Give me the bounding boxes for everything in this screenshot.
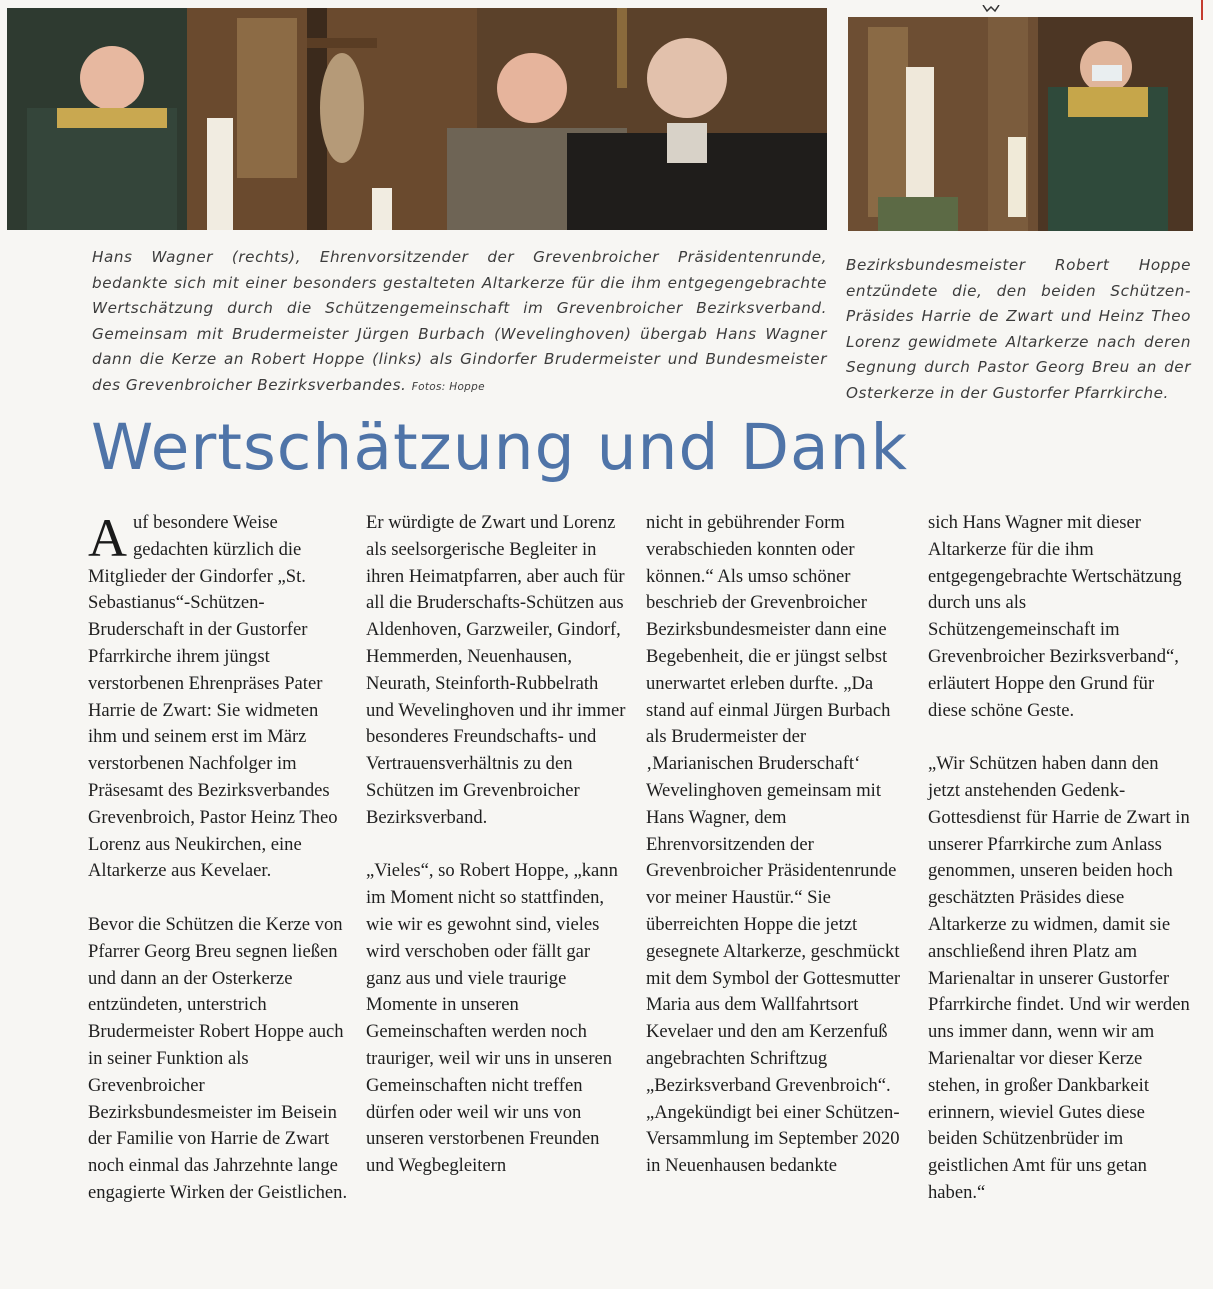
column-1-paragraph-1 [88,510,350,885]
column-1-paragraph-1-text: uf besondere Weise gedachten kürzlich die Mitglieder der Gindorfer „St. Sebastianus“-Schützen-Bruderschaft in der Gustorfer Pfarrkirche ihrem jüngst verstorbenen Ehrenpräses Pater Harrie de Zwart: Sie widmeten ihm und seinem erst im März verstorbenen Nachfolger im Präsesamt des Bezirksverbandes Grevenbroich, Pastor Heinz Theo Lorenz aus Neukirchen, eine Altarkerze aus Kevelaer. [88,512,338,882]
photo-robert-hoppe-lighting-candle [848,17,1193,231]
photo-caption-left [92,245,827,401]
article-column-2 [366,510,628,1207]
photo-credit: Fotos: Hoppe [411,380,485,393]
column-2-paragraph-2: „Vieles“, so Robert Hoppe, „kann im Moment nicht so stattfinden, wie wir es gewohnt sind, vieles wird verschoben oder fällt gar ganz aus und viele traurige Momente in unseren Gemeinschaften werden noch trauriger, weil wir uns in unseren Gemeinschaften nicht treffen dürfen oder weil wir uns von unseren verstorbenen Freunden und Wegbegleitern [366,860,618,1177]
column-4-paragraph-2: „Wir Schützen haben dann den jetzt anstehenden Gedenk-Gottesdienst für Harrie de Zwart in unserer Pfarrkirche zum Anlass genommen, unseren beiden hoch geschätzten Präsides diese Altarkerze zu widmen, damit sie anschließend ihren Platz am Marienaltar in unserer Gustorfer Pfarrkirche findet. Und wir werden uns immer dann, wenn wir am Marienaltar vor dieser Kerze stehen, in großer Dankbarkeit erinnern, wieviel Gutes diese beiden Schützenbrüder im geistlichen Amt für uns getan haben.“ [928,753,1190,1203]
scan-mark [981,0,1003,8]
article-column-4 [928,510,1190,1234]
caption-right-text: Bezirksbundesmeister Robert Hoppe entzündete die, den beiden Schützen-Präsides Harrie de Zwart und Heinz Theo Lorenz gewidmete Altarkerze nach deren Segnung durch Pastor Georg Breu an der Osterkerze in der Gustorfer Pfarrkirche. [846,256,1191,402]
photo-caption-right [846,253,1191,407]
photo-hoppe-illustration [848,17,1193,231]
dropcap-letter: A [88,508,127,568]
column-2-paragraph-1: Er würdigte de Zwart und Lorenz als seelsorgerische Begleiter in ihren Heimatpfarren, aber auch für all die Bruderschafts-Schützen aus Aldenhoven, Garzweiler, Gindorf, Hemmerden, Neuenhausen, Neurath, Steinforth-Rubbelrath und Wevelinghoven und ihr immer besonderes Freundschafts- und Vertrauensverhältnis zu den Schützen im Grevenbroicher Bezirksverband. [366,512,626,828]
article-headline: Wertschätzung und Dank [91,411,909,484]
column-1-paragraph-2: Bevor die Schützen die Kerze von Pfarrer Georg Breu segnen ließen und dann an der Osterkerze entzündeten, unterstrich Brudermeister Robert Hoppe auch in seiner Funktion als Grevenbroicher Bezirksbundesmeister im Beisein der Familie von Harrie de Zwart noch einmal das Jahrzehnte lange engagierte Wirken der Geistlichen. [88,913,348,1203]
photo-three-men-illustration [7,8,827,230]
article-column-1 [88,510,350,1234]
column-3-paragraph-1: nicht in gebührender Form verabschieden konnten oder können.“ Als umso schöner beschrieb der Grevenbroicher Bezirksbundesmeister dann eine Begebenheit, die er jüngst selbst unerwartet erleben durfte. „Da stand auf einmal Jürgen Burbach als Brudermeister der ‚Marianischen Bruderschaft‘ Wevelinghoven gemeinsam mit Hans Wagner, dem Ehrenvorsitzenden der Grevenbroicher Präsidentenrunde vor meiner Haustür.“ Sie überreichten Hoppe die jetzt gesegnete Altarkerze, geschmückt mit dem Symbol der Gottesmutter Maria aus dem Wallfahrtsort Kevelaer und den am Kerzenfuß angebrachten Schriftzug „Bezirksverband Grevenbroich“. „Angekündigt bei einer Schützen-Versammlung im September 2020 in Neuenhausen bedankte [646,512,901,1177]
page-edge-mark [1201,0,1203,20]
caption-left-text: Hans Wagner (rechts), Ehrenvorsitzender der Grevenbroicher Präsidentenrunde, bedankte sich mit einer besonders gestalteten Altarkerze für die ihm entgegengebrachte Wertschätzung durch die Schützengemeinschaft im Grevenbroicher Bezirksverband. Gemeinsam mit Brudermeister Jürgen Burbach (Wevelinghoven) übergab Hans Wagner dann die Kerze an Robert Hoppe (links) als Gindorfer Brudermeister und Bundesmeister des Grevenbroicher Bezirksverbandes. [92,248,827,394]
photo-three-men-altar-candle [7,8,827,230]
column-4-paragraph-1: sich Hans Wagner mit dieser Altarkerze für die ihm entgegengebrachte Wertschätzung durch uns als Schützengemeinschaft im Grevenbroicher Bezirksverband“, erläutert Hoppe den Grund für diese schöne Geste. [928,512,1182,721]
article-column-3 [646,510,908,1207]
